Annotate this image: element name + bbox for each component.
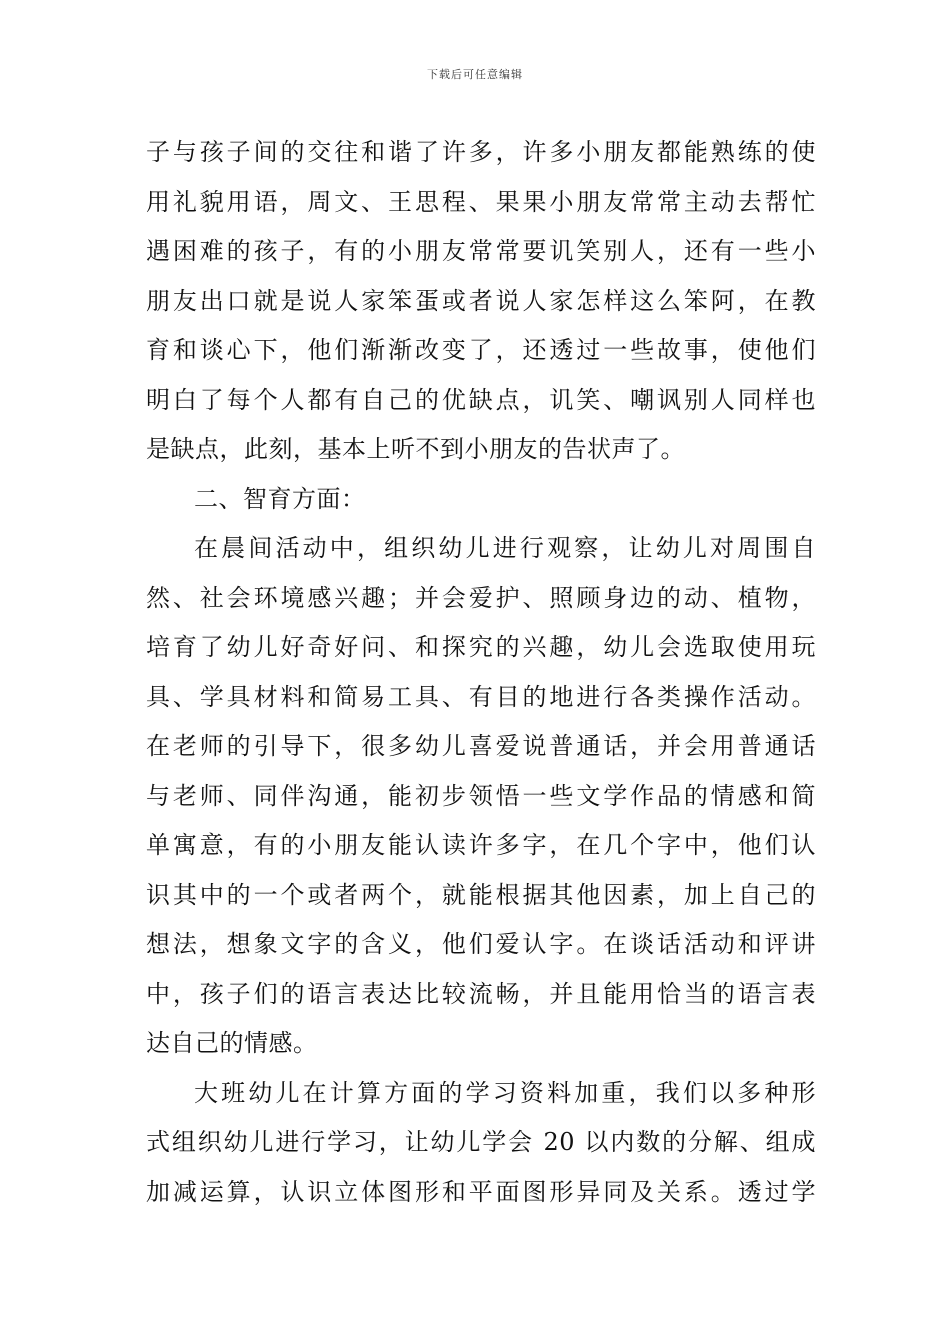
page-header: 下载后可任意编辑 [427,68,523,81]
text-line: 与老师、同伴沟通，能初步领悟一些文学作品的情感和简 [146,781,816,810]
text-line: 朋友出口就是说人家笨蛋或者说人家怎样这么笨阿，在教 [146,286,816,315]
text-line: 遇困难的孩子，有的小朋友常常要讥笑别人，还有一些小 [146,237,816,265]
text-line: 大班幼儿在计算方面的学习资料加重，我们以多种形 [194,1078,816,1107]
text-line: 育和谈心下，他们渐渐改变了，还透过一些故事，使他们 [146,336,816,364]
text-line: 单寓意，有的小朋友能认读许多字，在几个字中，他们认 [146,831,816,859]
text-line: 用礼貌用语，周文、王思程、果果小朋友常常主动去帮忙 [146,187,816,216]
text-line: 明白了每个人都有自己的优缺点，讥笑、嘲讽别人同样也 [146,385,816,414]
text-line: 是缺点，此刻，基本上听不到小朋友的告状声了。 [146,435,685,463]
text-line: 子与孩子间的交往和谐了许多，许多小朋友都能熟练的使 [146,138,816,166]
text-line: 想法，想象文字的含义，他们爱认字。在谈话活动和评讲 [146,930,816,958]
text-line: 中，孩子们的语言表达比较流畅，并且能用恰当的语言表 [146,979,816,1008]
text-line: 然、社会环境感兴趣；并会爱护、照顾身边的动、植物， [146,583,816,612]
text-line: 达自己的情感。 [146,1029,318,1057]
text-line: 在晨间活动中，组织幼儿进行观察，让幼儿对周围自 [194,534,816,562]
text-line: 式组织幼儿进行学习，让幼儿学会 20 以内数的分解、组成 [146,1128,816,1156]
text-line: 具、学具材料和简易工具、有目的地进行各类操作活动。 [146,682,816,711]
document-body [146,128,816,1217]
text-line: 识其中的一个或者两个，就能根据其他因素，加上自己的 [146,880,816,909]
text-line: 二、智育方面： [194,484,366,513]
text-line: 培育了幼儿好奇好问、和探究的兴趣，幼儿会选取使用玩 [146,633,816,661]
text-line: 在老师的引导下，很多幼儿喜爱说普通话，并会用普通话 [146,732,816,760]
text-line: 加减运算，认识立体图形和平面图形异同及关系。透过学 [146,1177,816,1206]
